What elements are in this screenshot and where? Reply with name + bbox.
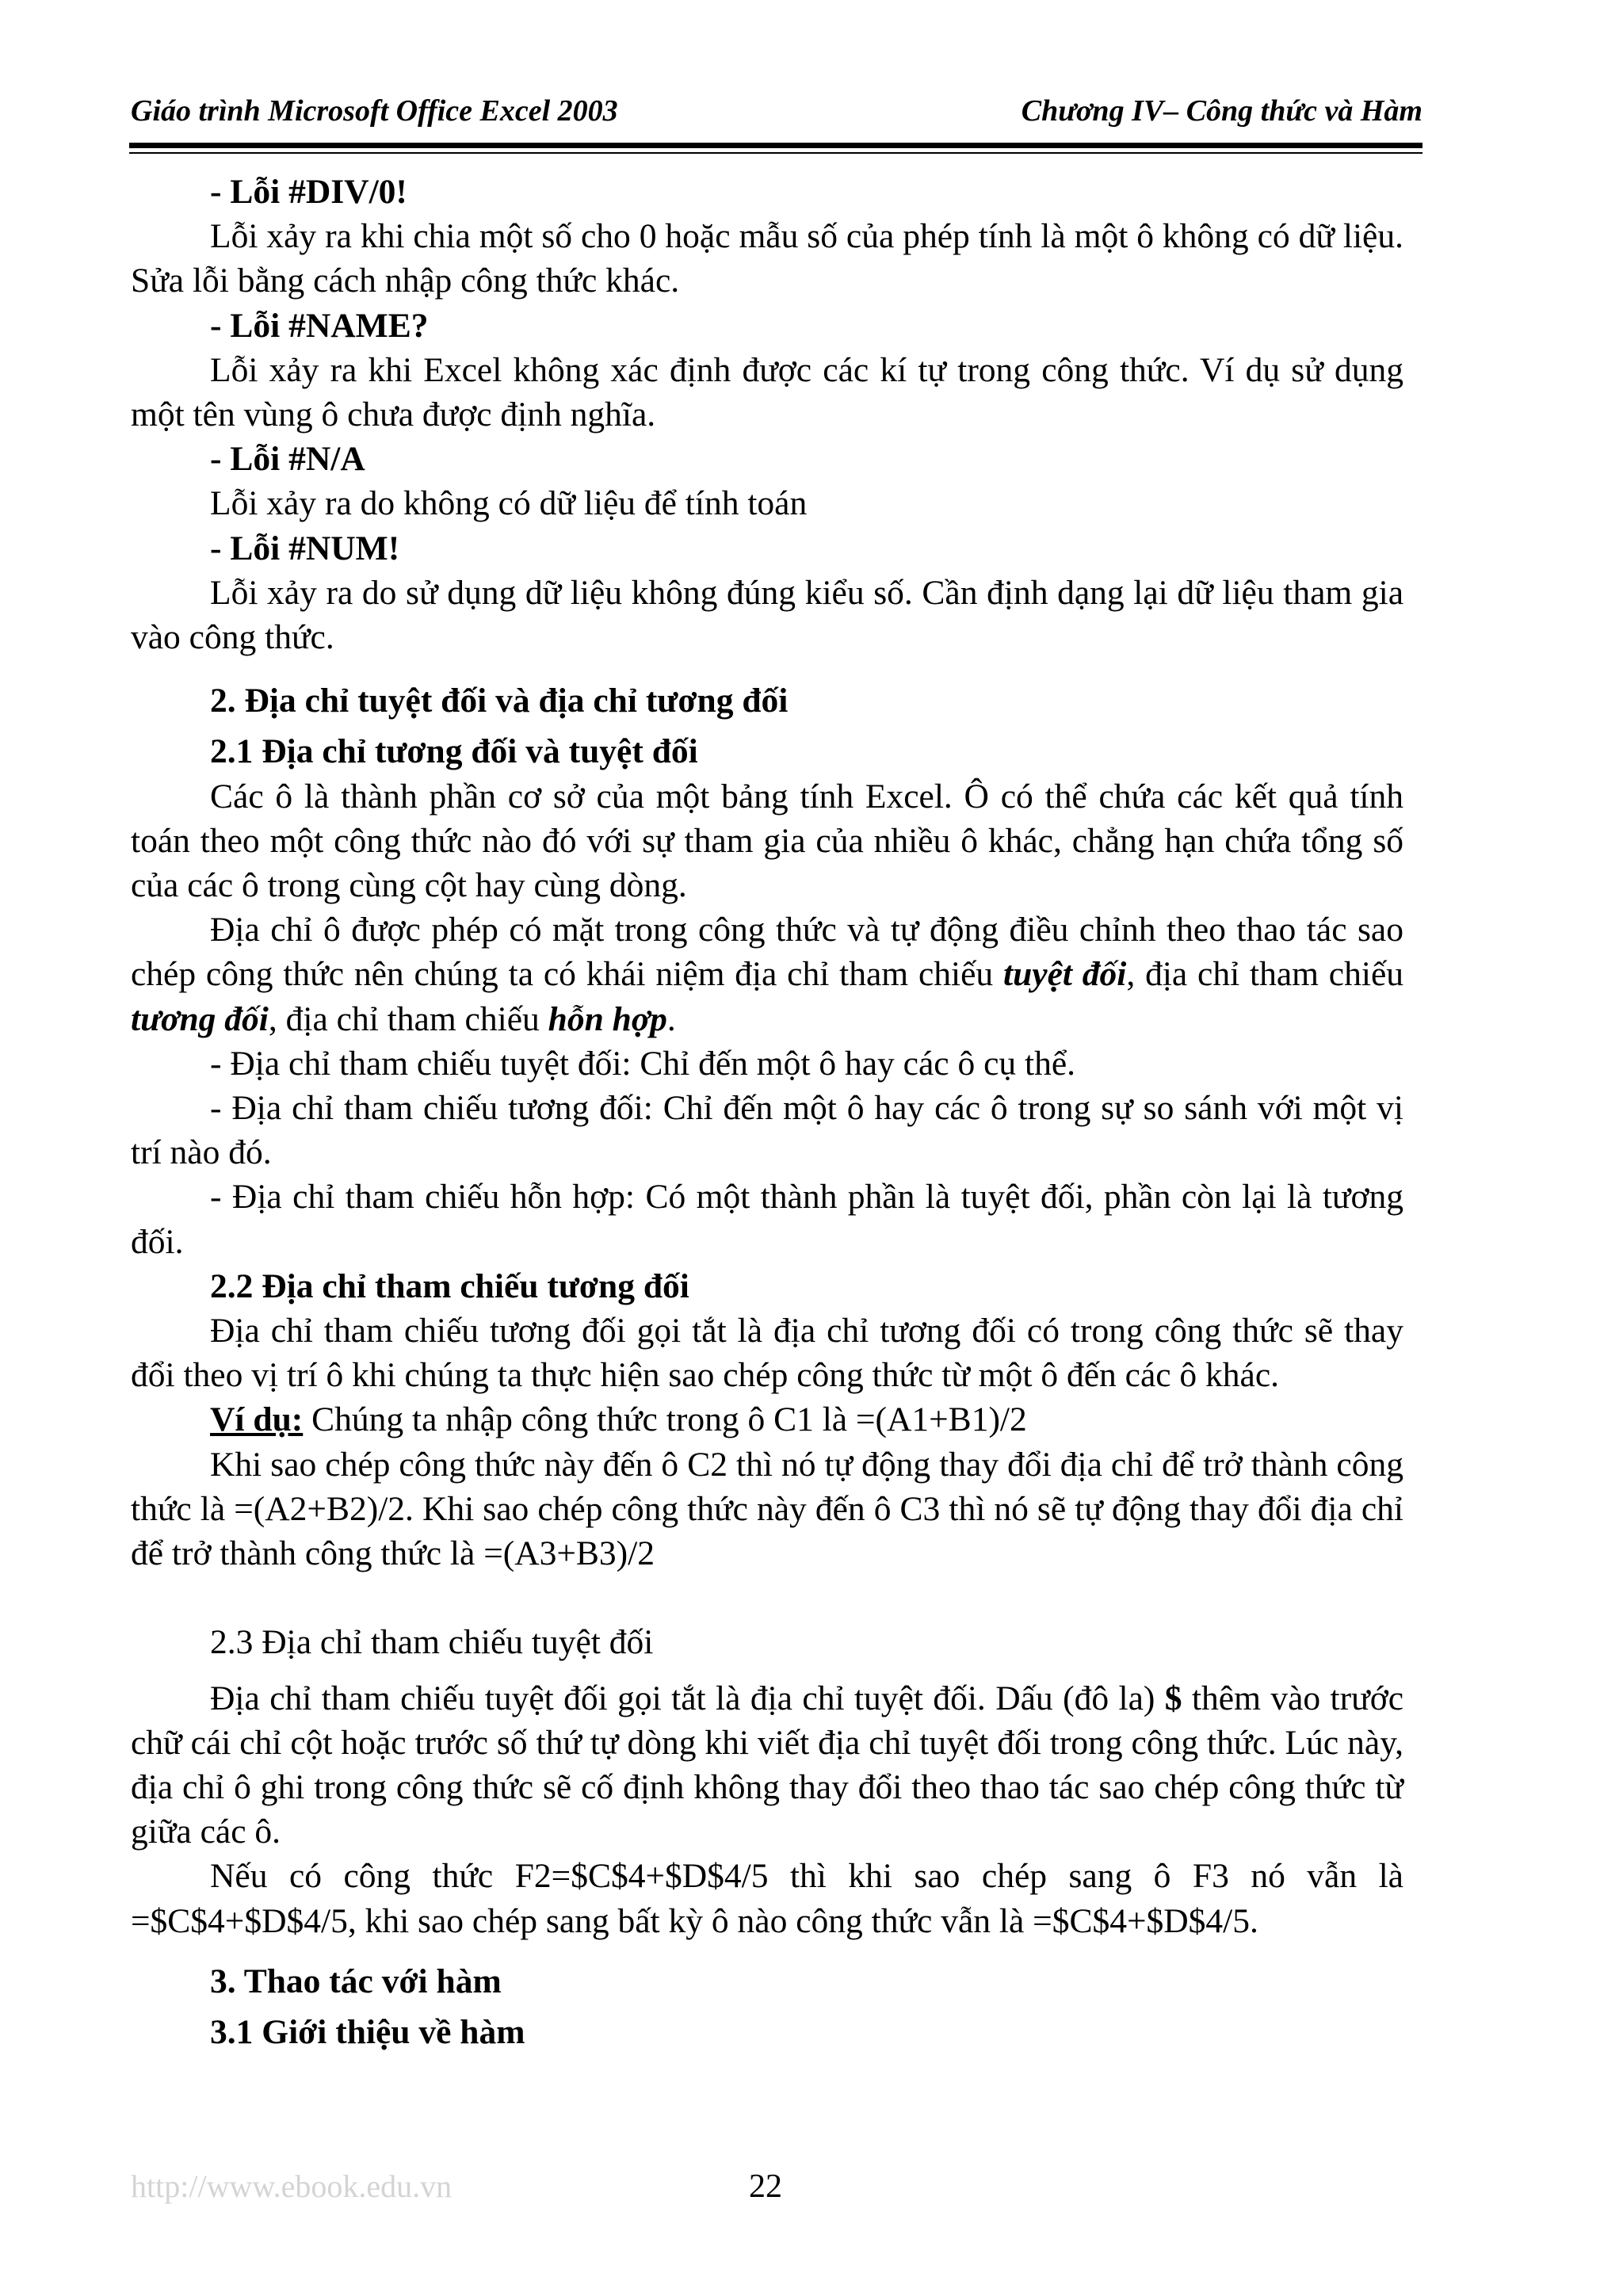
section-3-heading: 3. Thao tác với hàm — [210, 1962, 502, 2000]
example-text: Chúng ta nhập công thức trong ô C1 là =(A1+B1)/2 — [303, 1400, 1027, 1439]
text-run: , địa chỉ tham chiếu — [268, 999, 548, 1038]
header-chapter-title: Chương IV– Công thức và Hàm — [1021, 94, 1423, 128]
page-body — [131, 170, 1404, 2054]
section-3-1-heading: 3.1 Giới thiệu về hàm — [210, 2012, 525, 2051]
error-na-title: - Lỗi #N/A — [210, 440, 365, 479]
section-2-3-para-2: Nếu có công thức F2=$C$4+$D$4/5 thì khi sao chép sang ô F3 nó vẫn là =$C$4+$D$4/5, khi sao chép sang bất kỳ ô nào công thức vẫn là =$C$4+$D$4/5. — [131, 1857, 1403, 1940]
emphasis-absolute: tuyệt đối — [1002, 955, 1127, 994]
text-run: thêm vào trước chữ cái chỉ cột hoặc trước số thứ tự dòng khi viết địa chỉ tuyệt đối trong công thức. Lúc này, địa chỉ ô ghi trong công thức sẽ cố định không thay đổi theo thao tác sao chép công thức từ giữa các ô. — [131, 1679, 1404, 1851]
section-2-1-para-2 — [131, 907, 1403, 1041]
section-2-2-para-1: Địa chỉ tham chiếu tương đối gọi tắt là địa chỉ tương đối có trong công thức sẽ thay đổi theo vị trí ô khi chúng ta thực hiện sao chép công thức từ một ô đến các ô khác. — [131, 1312, 1403, 1395]
bullet-relative: - Địa chỉ tham chiếu tương đối: Chỉ đến một ô hay các ô trong sự so sánh với một vị trí nào đó. — [131, 1089, 1403, 1172]
page-number: 22 — [749, 2168, 782, 2205]
section-2-3-para-1 — [131, 1676, 1403, 1855]
error-div0-title: - Lỗi #DIV/0! — [210, 173, 407, 211]
page-header — [131, 94, 1423, 128]
error-na-desc: Lỗi xảy ra do không có dữ liệu để tính toán — [210, 484, 808, 523]
section-2-heading: 2. Địa chỉ tuyệt đối và địa chỉ tương đối — [210, 682, 789, 720]
section-2-2-heading: 2.2 Địa chỉ tham chiếu tương đối — [210, 1266, 689, 1305]
dollar-sign: $ — [1164, 1679, 1182, 1717]
section-2-2-example — [210, 1397, 1403, 1442]
text-run: Địa chỉ ô được phép có mặt trong công thức và tự động điều chỉnh theo thao tác sao chép công thức nên chúng ta có khái niệm địa chỉ tham chiếu — [131, 911, 1403, 994]
bullet-mixed: - Địa chỉ tham chiếu hỗn hợp: Có một thành phần là tuyệt đối, phần còn lại là tương đối. — [131, 1178, 1403, 1261]
emphasis-relative: tương đối — [131, 999, 269, 1038]
error-div0-desc: Lỗi xảy ra khi chia một số cho 0 hoặc mẫu số của phép tính là một ô không có dữ liệu. Sửa lỗi bằng cách nhập công thức khác. — [131, 217, 1403, 300]
header-rule-thick — [129, 143, 1423, 148]
emphasis-mixed: hỗn hợp — [548, 999, 667, 1038]
error-num-title: - Lỗi #NUM! — [210, 529, 400, 567]
text-run: Địa chỉ tham chiếu tuyệt đối gọi tắt là địa chỉ tuyệt đối. Dấu (đô la) — [210, 1679, 1165, 1717]
section-2-3-heading: 2.3 Địa chỉ tham chiếu tuyệt đối — [210, 1623, 654, 1662]
section-2-1-para-1: Các ô là thành phần cơ sở của một bảng tính Excel. Ô có thể chứa các kết quả tính toán theo một công thức nào đó với sự tham gia của nhiều ô khác, chẳng hạn chứa tổng số của các ô trong cùng cột hay cùng dòng. — [131, 777, 1403, 905]
footer-url: http://www.ebook.edu.vn — [131, 2168, 453, 2204]
text-run: , địa chỉ tham chiếu — [1126, 955, 1404, 994]
section-2-2-para-2: Khi sao chép công thức này đến ô C2 thì nó tự động thay đổi địa chỉ để trở thành công thức là =(A2+B2)/2. Khi sao chép công thức này đến ô C3 thì nó sẽ tự động thay đổi địa chỉ để trở thành công thức là =(A3+B3)/2 — [131, 1445, 1403, 1573]
bullet-absolute: - Địa chỉ tham chiếu tuyệt đối: Chỉ đến một ô hay các ô cụ thể. — [210, 1044, 1076, 1083]
error-name-title: - Lỗi #NAME? — [210, 306, 429, 345]
example-label: Ví dụ: — [210, 1400, 304, 1439]
section-2-1-heading: 2.1 Địa chỉ tương đối và tuyệt đối — [210, 732, 698, 771]
text-run: . — [666, 999, 676, 1038]
error-name-desc: Lỗi xảy ra khi Excel không xác định được các kí tự trong công thức. Ví dụ sử dụng một tên vùng ô chưa được định nghĩa. — [131, 350, 1403, 434]
header-book-title: Giáo trình Microsoft Office Excel 2003 — [131, 94, 618, 128]
error-num-desc: Lỗi xảy ra do sử dụng dữ liệu không đúng kiểu số. Cần định dạng lại dữ liệu tham gia vào công thức. — [131, 573, 1403, 657]
header-rule-thin — [129, 152, 1423, 154]
